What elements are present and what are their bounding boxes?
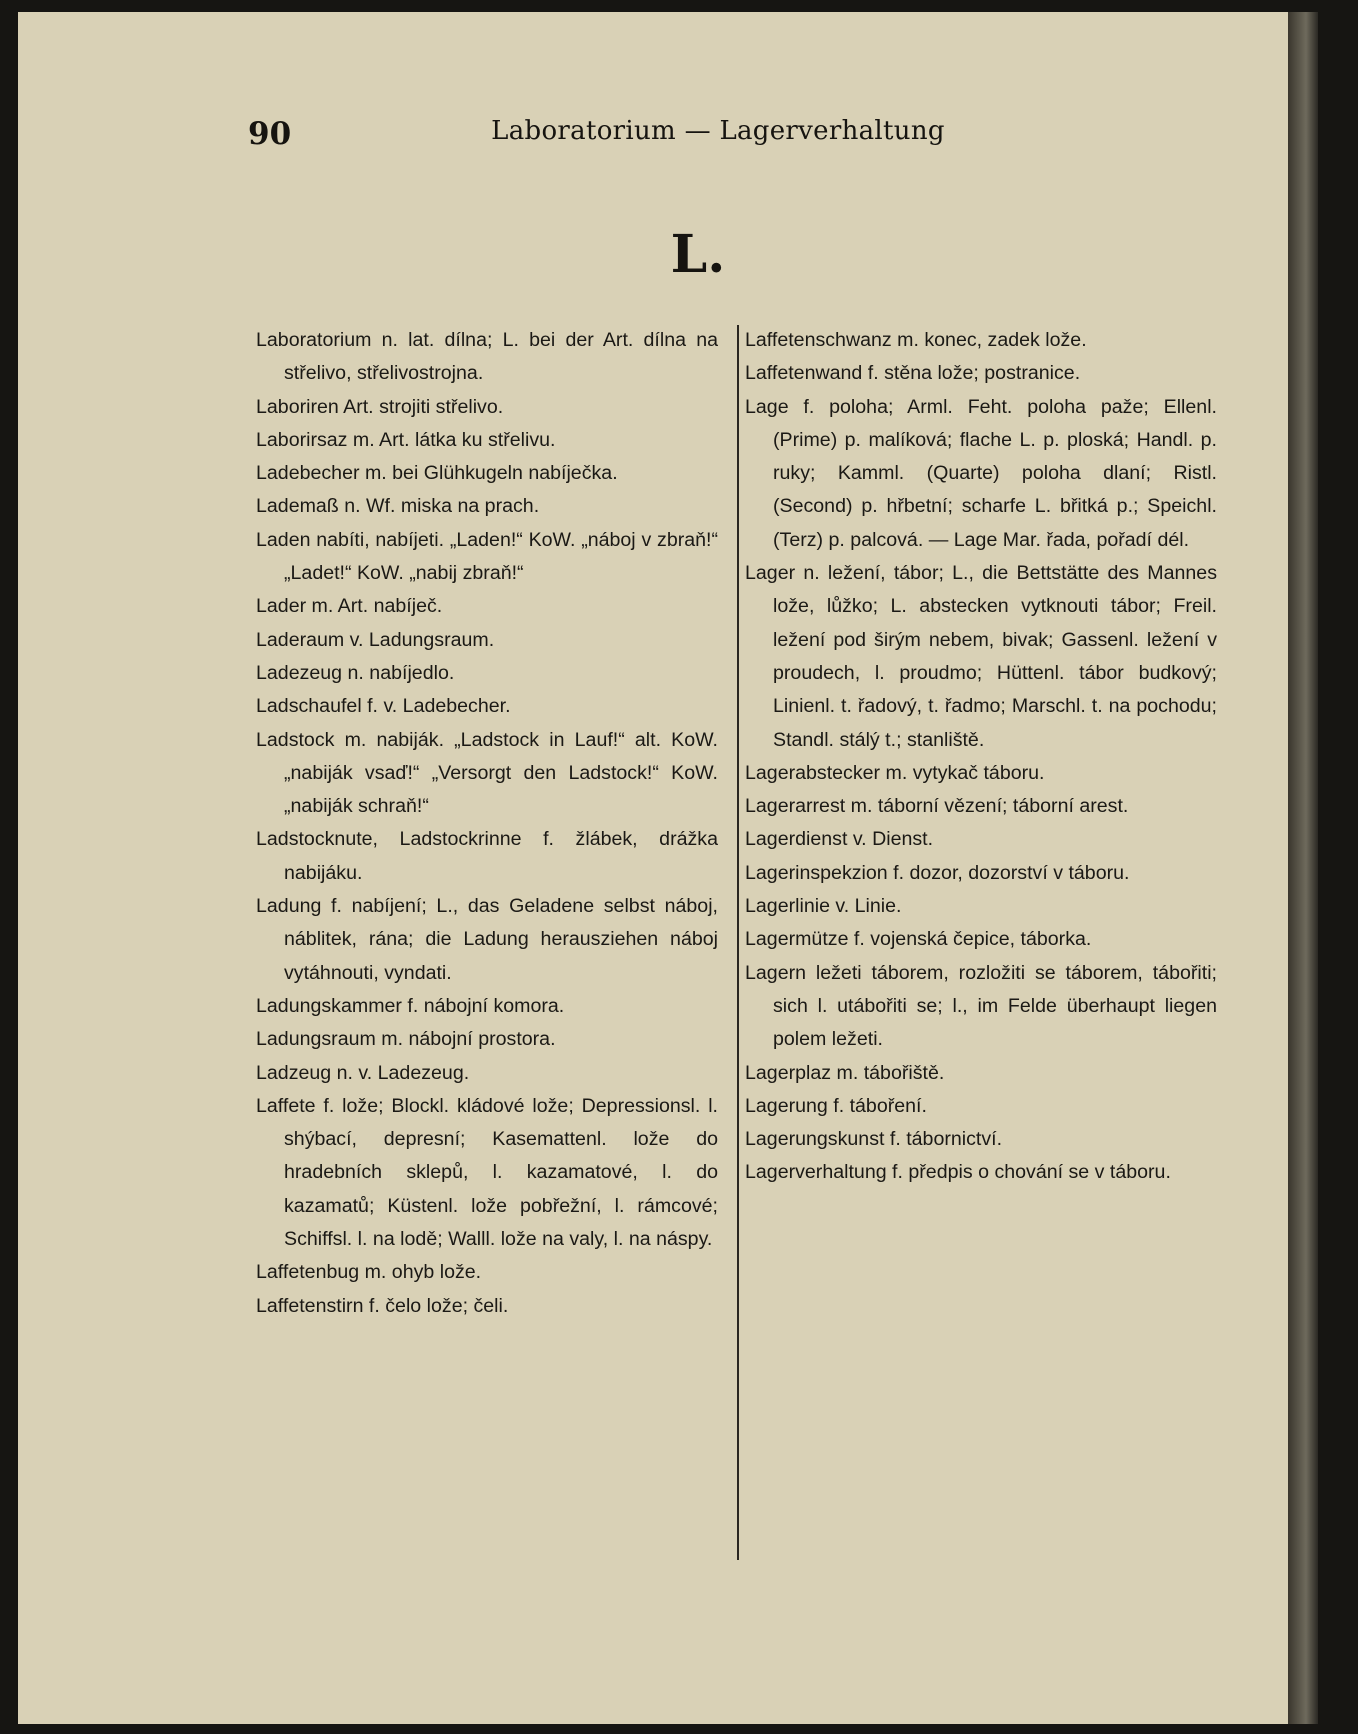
dictionary-entry: Ladungskammer f. nábojní komora. bbox=[256, 994, 565, 1017]
dictionary-entry: Lagerlinie v. Linie. bbox=[745, 895, 902, 918]
section-letter: L. bbox=[670, 224, 726, 285]
running-title: Laboratorium — Lagerverhaltung bbox=[491, 116, 945, 146]
dictionary-entry: Ladschaufel f. v. Ladebecher. bbox=[256, 695, 511, 718]
dictionary-entry: Laffetenschwanz m. konec, zadek lože. bbox=[745, 329, 1087, 351]
dictionary-entry: Laboriren Art. strojiti střelivo. bbox=[256, 395, 504, 418]
dictionary-entry: Lagerarrest m. táborní vězení; táborní arest. bbox=[745, 795, 1129, 818]
dictionary-entry: Lagerungskunst f. tábornictví. bbox=[745, 1128, 1003, 1151]
dictionary-entry: Lader m. Art. nabíječ. bbox=[256, 595, 443, 618]
dictionary-entry: Lademaß n. Wf. miska na prach. bbox=[256, 495, 540, 518]
dictionary-entry: Ladstocknute, Ladstockrinne f. žlábek, drážka nabijáku. bbox=[256, 828, 718, 884]
dictionary-entry: Laborirsaz m. Art. látka ku střelivu. bbox=[256, 428, 556, 451]
column-divider bbox=[737, 325, 739, 1560]
dictionary-entry: Lagerinspekzion f. dozor, dozorství v táboru. bbox=[745, 861, 1130, 884]
dictionary-entry: Lagerverhaltung f. předpis o chování se v táboru. bbox=[745, 1161, 1171, 1184]
dictionary-entry: Ladzeug n. v. Ladezeug. bbox=[256, 1061, 470, 1084]
right-column bbox=[745, 324, 1217, 1190]
dictionary-entry: Laboratorium n. lat. dílna; L. bei der Art. dílna na střelivo, střelivostrojna. bbox=[256, 329, 718, 385]
dictionary-entry: Lagerdienst v. Dienst. bbox=[745, 828, 934, 851]
dictionary-entry: Laffetenstirn f. čelo lože; čeli. bbox=[256, 1294, 509, 1317]
left-column bbox=[256, 324, 718, 1323]
dictionary-entry: Lagern ležeti táborem, rozložiti se táborem, tábořiti; sich l. utábořiti se; l., im Felde überhaupt liegen polem ležeti. bbox=[745, 961, 1217, 1051]
dictionary-entry: Lagerabstecker m. vytykač táboru. bbox=[745, 761, 1045, 784]
dictionary-entry: Ladezeug n. nabíjedlo. bbox=[256, 661, 455, 684]
dictionary-entry: Lagerung f. táboření. bbox=[745, 1094, 927, 1117]
dictionary-entry: Lage f. poloha; Arml. Feht. poloha paže; Ellenl. (Prime) p. malíková; flache L. p. ploská; Handl. p. ruky; Kamml. (Quarte) poloha dlaní; Ristl. (Second) p. hřbetní; scharfe L. břitká p.; Speichl. (Terz) p. palcová. — Lage Mar. řada, pořadí dél. bbox=[745, 395, 1217, 551]
dictionary-entry: Ladungsraum m. nábojní prostora. bbox=[256, 1028, 556, 1051]
dictionary-entry: Laden nabíti, nabíjeti. „Laden!“ KoW. „náboj v zbraň!“ „Ladet!“ KoW. „nabij zbraň!“ bbox=[256, 528, 718, 585]
dictionary-page bbox=[18, 12, 1318, 1724]
dictionary-entry: Lagermütze f. vojenská čepice, táborka. bbox=[745, 928, 1092, 951]
dictionary-entry: Lager n. ležení, tábor; L., die Bettstätte des Mannes lože, lůžko; L. abstecken vytknouti tábor; Freil. ležení pod širým nebem, bivak; Gassenl. ležení v proudech, l. proudmo; Hüttenl. tábor budkový; Linienl. t. řadový, t. řadmo; Marschl. t. na pochodu; Standl. stálý t.; stanliště. bbox=[745, 562, 1217, 751]
page-header bbox=[248, 116, 1188, 156]
dictionary-entry: Ladung f. nabíjení; L., das Geladene selbst náboj, náblitek, rána; die Ladung herausziehen náboj vytáhnouti, vyndati. bbox=[256, 895, 718, 984]
page-edge bbox=[1288, 12, 1318, 1724]
dictionary-entry: Laffetenbug m. ohyb lože. bbox=[256, 1261, 482, 1284]
dictionary-entry: Laderaum v. Ladungsraum. bbox=[256, 628, 495, 651]
dictionary-entry: Lagerplaz m. tábořiště. bbox=[745, 1061, 945, 1084]
page-number: 90 bbox=[248, 116, 292, 152]
dictionary-entry: Ladebecher m. bei Glühkugeln nabíječka. bbox=[256, 462, 618, 485]
dictionary-entry: Ladstock m. nabiják. „Ladstock in Lauf!“ alt. KoW. „nabiják vsaď!“ „Versorgt den Ladstock!“ KoW. „nabiják schraň!“ bbox=[256, 728, 718, 818]
dictionary-entry: Laffetenwand f. stěna lože; postranice. bbox=[745, 362, 1081, 385]
dictionary-entry: Laffete f. lože; Blockl. kládové lože; Depressionsl. l. shýbací, depresní; Kasemattenl. lože do hradebních sklepů, l. kazamatové, l. do kazamatů; Küstenl. lože pobřežní, l. rámcové; Schiffsl. l. na lodě; Walll. lože na valy, l. na náspy. bbox=[256, 1094, 718, 1251]
